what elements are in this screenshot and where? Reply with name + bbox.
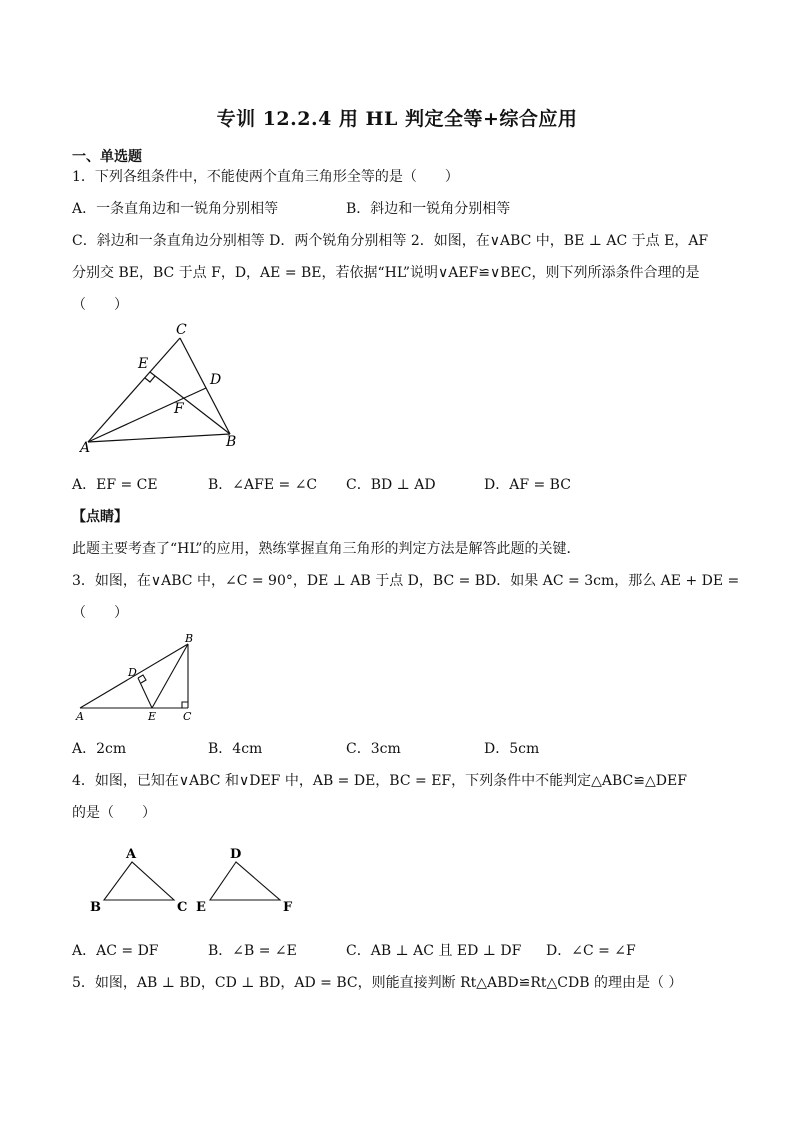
label-e: E — [148, 710, 157, 723]
label-a: A — [76, 710, 84, 723]
label-a: A — [80, 440, 91, 456]
q3-option-b: B．4cm — [208, 741, 263, 757]
label-d: D — [128, 666, 137, 679]
q4-stem-2: 的是（ ） — [72, 805, 156, 821]
q2-line-3: （ ） — [72, 297, 128, 313]
right-angle-mark-c — [182, 702, 188, 708]
q1-stem: 1．下列各组条件中，不能使两个直角三角形全等的是（ ） — [72, 169, 459, 185]
q1-option-a: A．一条直角边和一锐角分别相等 — [72, 201, 279, 217]
q2-option-c: C．BD ⊥ AD — [346, 477, 436, 493]
q3-option-d: D．5cm — [484, 741, 540, 757]
segment-ad — [88, 388, 206, 442]
q3-paren: （ ） — [72, 605, 128, 621]
tip-text: 此题主要考查了“HL”的应用，熟练掌握直角三角形的判定方法是解答此题的关键． — [72, 541, 581, 557]
q4-option-a: A．AC = DF — [72, 943, 159, 959]
label-e: E — [138, 356, 149, 372]
q3-option-a: A．2cm — [72, 741, 127, 757]
triangle-abc — [104, 862, 174, 900]
segment-de — [138, 678, 152, 708]
q4-figure — [84, 840, 314, 920]
q2-option-b: B．∠AFE = ∠C — [208, 477, 318, 493]
q4-stem: 4．如图，已知在∨ABC 和∨DEF 中，AB = DE，BC = EF，下列条件中不能判定△ABC≌△DEF — [72, 773, 687, 789]
label-d: D — [230, 847, 242, 862]
label-e: E — [196, 900, 206, 915]
label-a: A — [126, 847, 137, 862]
page-title: 专训 12.2.4 用 HL 判定全等+综合应用 — [216, 108, 578, 130]
triangle-def — [210, 862, 280, 900]
q3-stem: 3．如图，在∨ABC 中，∠C = 90°，DE ⊥ AB 于点 D，BC = BD．如果 AC = 3cm，那么 AE + DE = — [72, 573, 740, 589]
label-c: C — [177, 900, 188, 915]
label-c: C — [176, 322, 187, 338]
label-b: B — [90, 900, 101, 915]
q5-stem: 5．如图，AB ⊥ BD，CD ⊥ BD，AD = BC，则能直接判断 Rt△ABD≌Rt△CDB 的理由是（ ） — [72, 975, 683, 991]
tip-heading: 【点睛】 — [72, 509, 128, 525]
q4-option-c: C．AB ⊥ AC 且 ED ⊥ DF — [346, 943, 522, 959]
segment-ac — [88, 338, 180, 442]
segment-cb — [180, 338, 230, 434]
q3-option-c: C．3cm — [346, 741, 401, 757]
label-b: B — [226, 434, 237, 450]
label-f: F — [283, 900, 293, 915]
section-heading: 一、单选题 — [72, 149, 142, 165]
q1-option-b: B．斜边和一锐角分别相等 — [346, 201, 511, 217]
label-d: D — [210, 372, 222, 388]
label-f: F — [174, 401, 184, 417]
right-angle-mark-e — [145, 376, 155, 382]
q2-option-a: A．EF = CE — [72, 477, 158, 493]
q1-line-3: C．斜边和一条直角边分别相等 D．两个锐角分别相等 2．如图，在∨ABC 中，BE ⊥ AC 于点 E，AF — [72, 233, 709, 249]
q3-figure — [72, 630, 212, 726]
q4-option-b: B．∠B = ∠E — [208, 943, 297, 959]
segment-be — [152, 644, 188, 708]
q4-option-d: D．∠C = ∠F — [546, 943, 636, 959]
label-c: C — [183, 710, 192, 723]
segment-ab — [88, 434, 230, 442]
q2-line-2: 分别交 BE，BC 于点 F，D，AE = BE，若依据“HL”说明∨AEF≌∨BEC，则下列所添条件合理的是 — [72, 265, 700, 281]
label-b: B — [185, 632, 194, 645]
q2-figure — [72, 318, 252, 458]
q2-option-d: D．AF = BC — [484, 477, 571, 493]
